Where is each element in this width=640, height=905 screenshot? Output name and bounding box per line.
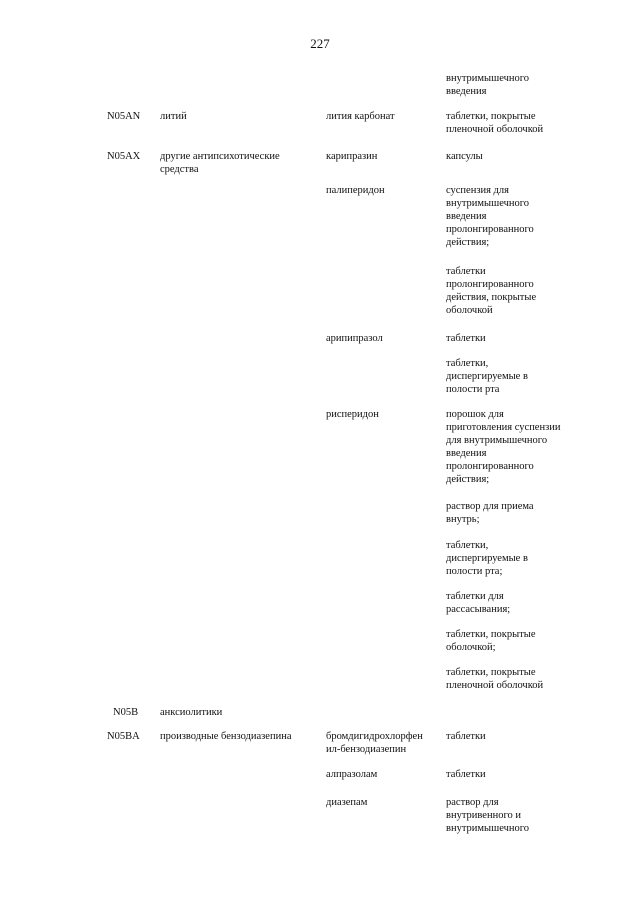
dosage-form: таблетки для рассасывания; — [446, 591, 511, 615]
dosage-form: раствор для приема внутрь; — [446, 501, 534, 525]
atc-code: N05AX — [107, 151, 141, 162]
dosage-form: таблетки, покрытые оболочкой; — [446, 629, 536, 653]
dosage-form: капсулы — [446, 151, 483, 162]
drug-name: карипразин — [326, 151, 378, 162]
drug-name: рисперидон — [326, 409, 379, 420]
drug-name: алпразолам — [326, 769, 378, 780]
dosage-form: таблетки — [446, 731, 486, 742]
dosage-form: раствор для внутривенного и внутримышечного — [446, 797, 530, 834]
group-name: производные бензодиазепина — [160, 731, 292, 742]
dosage-form: таблетки, диспергируемые в полости рта — [446, 358, 528, 395]
dosage-form: внутримышечного введения — [446, 73, 530, 97]
group-name: литий — [160, 111, 187, 122]
dosage-form: порошок для приготовления суспензии для внутримышечного введения пролонгированного действия; — [446, 409, 561, 485]
dosage-form: таблетки пролонгированного действия, покрытые оболочкой — [446, 266, 537, 316]
atc-code: N05B — [113, 707, 139, 718]
drug-name: диазепам — [326, 797, 368, 808]
dosage-form: таблетки, покрытые пленочной оболочкой — [446, 667, 544, 691]
page-number: 227 — [310, 36, 330, 51]
dosage-form: таблетки — [446, 333, 486, 344]
dosage-form: таблетки, покрытые пленочной оболочкой — [446, 111, 544, 135]
drug-name: палиперидон — [326, 185, 385, 196]
atc-code: N05BA — [107, 731, 140, 742]
dosage-form: таблетки — [446, 769, 486, 780]
dosage-form: суспензия для внутримышечного введения пролонгированного действия; — [446, 185, 534, 248]
group-name: другие антипсихотические средства — [160, 151, 280, 175]
drug-name: бромдигидрохлорфен ил-бензодиазепин — [326, 731, 423, 755]
atc-code: N05AN — [107, 111, 141, 122]
drug-name: лития карбонат — [326, 111, 395, 122]
drug-name: арипипразол — [326, 333, 383, 344]
dosage-form: таблетки, диспергируемые в полости рта; — [446, 540, 528, 577]
group-name: анксиолитики — [160, 707, 223, 718]
